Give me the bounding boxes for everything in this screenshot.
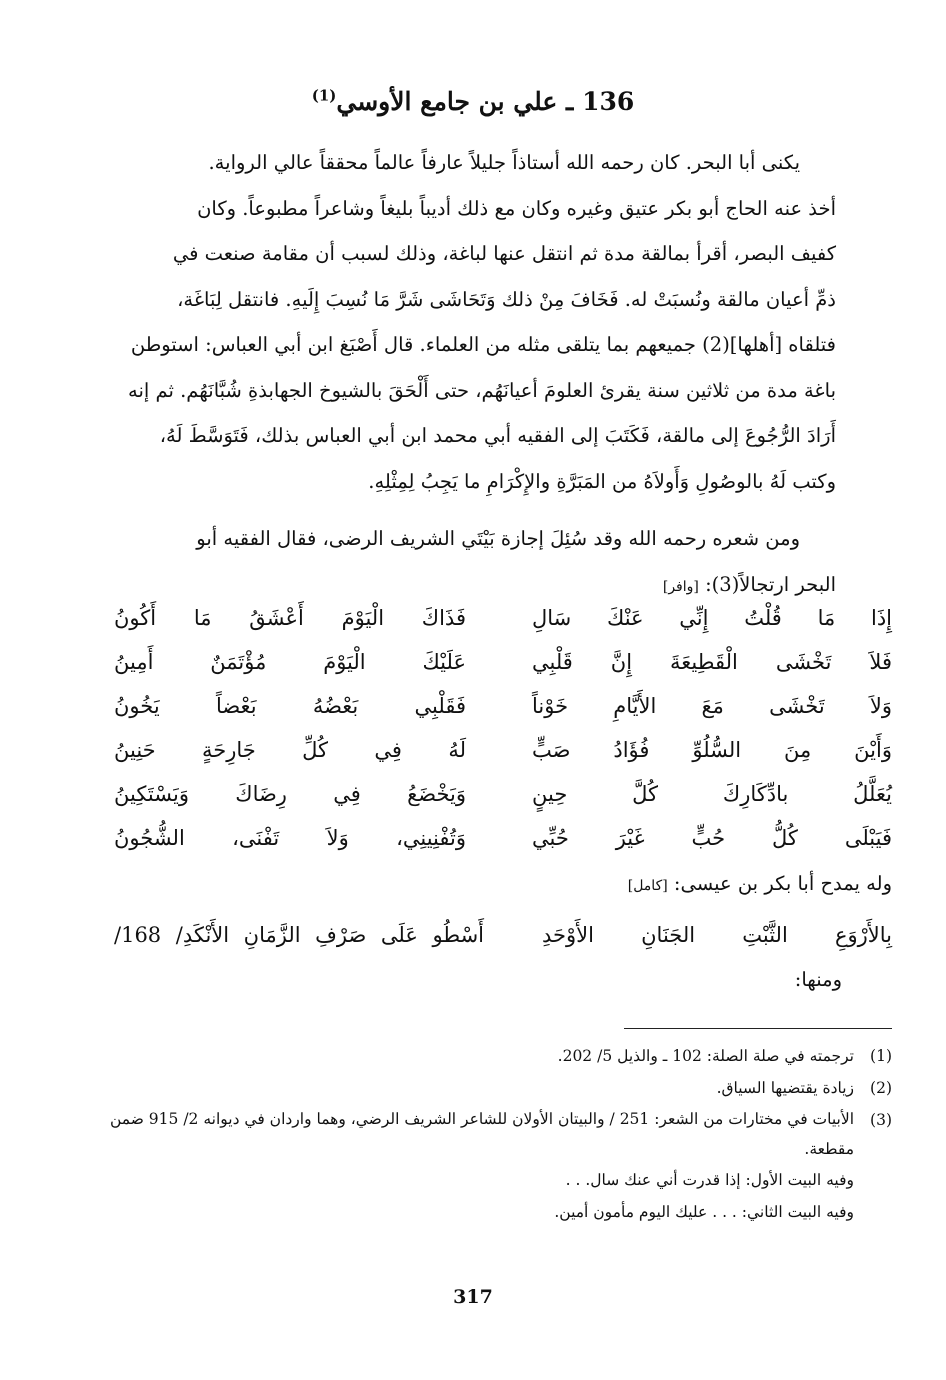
text-line: باغة مدة من ثلاثين سنة يقرئ العلومَ أعيانَهُم، حتى أَلْحَقَ بالشيوخ الجهابذةِ شُبَّانَهُم. ثم إنه [128, 378, 836, 402]
hemistich-first: إِذَا مَا قُلْتُ إِنِّي عَنْكَ سَالِ [532, 606, 892, 630]
entry-number: 136 [582, 87, 635, 116]
hemistich-first: وَلاَ تَخْشَى مَعَ الأَيَّامِ خَوْناً [532, 694, 892, 718]
footnote-text: الأبيات في مختارات من الشعر: 251 / والبيتان الأولان للشاعر الشريف الرضي، وهما واردان في ديوانه 2/ 915 ضمن مقطعة. [109, 1110, 854, 1158]
hemistich-second: وَتُفْنِينِي، وَلاَ تَفْنَى، الشُّجُونُ [114, 826, 466, 850]
text-line: أَرَادَ الرُّجُوعَ إلى مالقة، فَكَتَبَ إلى الفقيه أبي محمد ابن أبي العباس بذلك، فَتَوَسَّطَ لَهُ، [159, 424, 836, 447]
footnote [104, 1072, 892, 1104]
footnote-number: (3) [870, 1111, 892, 1129]
text-line: ومن شعره رحمه الله وقد سُئِلَ إجازة بَيْتَي الشريف الرضى، فقال الفقيه أبو [196, 527, 800, 550]
title-footnote-ref: (1) [311, 86, 337, 105]
meter-label: [وافر] [662, 578, 699, 595]
entry-name: علي بن جامع الأوسي [336, 87, 558, 116]
footnote-number: (2) [870, 1079, 892, 1097]
verse [114, 684, 892, 728]
text-line: يكنى أبا البحر. كان رحمه الله أستاذاً جليلاً عارفاً عالماً محققاً عالي الرواية. [208, 151, 800, 174]
hemistich-first: وَأَيْنَ مِنَ السُّلُوِّ فُؤَادُ صَبٍّ [532, 738, 892, 762]
footnotes [104, 1040, 892, 1228]
hemistich-first: فَيَبْلَى كُلُّ حُبٍّ غَيْرَ حُبِّي [532, 826, 892, 850]
verse [114, 772, 892, 816]
hemistich-second: عَلَيْكَ الْيَوْمَ مُؤْتَمَنٌ أَمِينُ [114, 650, 466, 674]
hemistich-first: بِالأَرْوَعِ الثَّبْتِ الجَنَانِ الأَوْحَدِ [542, 923, 892, 947]
text-fragment: البحر ارتجالاً(3): [705, 572, 836, 596]
poem-block [114, 596, 892, 860]
intro-text: وله يمدح أبا بكر بن عيسى: [673, 872, 892, 895]
footnote-subline: وفيه البيت الأول: إذا قدرت أني عنك سال. . . [565, 1171, 854, 1189]
text-line: ذمِّ أعيان مالقة ونُسبَتْ له. فَخَافَ مِنْ ذلك وَتَحَاشَى شَرَّ مَا نُسِبَ إِلَيهِ. فانتقل لِبَاغَة، [177, 287, 836, 311]
biography-paragraph [114, 140, 836, 504]
hemistich-second: وَيَخْضَعُ فِي رِضَاكَ وَيَسْتَكِينُ [114, 782, 466, 806]
entry-title: 136 ـ علي بن جامع الأوسي$^{(1)}$ [311, 86, 635, 116]
page-number: 317 [453, 1286, 493, 1308]
continuation-label: ومنها: [794, 968, 842, 991]
hemistich-second: فَقَلْبِي بَعْضُهُ بَعْضاً يَخُونُ [114, 694, 466, 718]
footnote [104, 1104, 892, 1164]
hemistich-second: لَهُ فِي كُلِّ جَارِحَةٍ حَنِينُ [114, 738, 466, 762]
text-line: وكتب لَهُ بالوصُولِ وَأَولاَهُ من المَبَرَّةِ والإِكْرَامِ ما يَجِبُ لِمِثْلِهِ. [368, 469, 836, 493]
text-line: أخذ عنه الحاج أبو بكر عتيق وغيره وكان مع ذلك أديباً بليغاً وشاعراً مطبوعاً. وكان [197, 196, 836, 220]
footnote-text: ترجمته في صلة الصلة: 102 ـ والذيل 5/ 202. [557, 1047, 854, 1065]
verse [114, 640, 892, 684]
second-poem-intro [628, 864, 892, 906]
footnote [104, 1040, 892, 1072]
hemistich-first: يُعَلَّلُ بادِّكَارِكَ كُلَّ حِينٍ [532, 782, 892, 806]
meter-label: [كامل] [627, 878, 668, 894]
verse [114, 728, 892, 772]
verse [114, 913, 892, 957]
footnote-divider [624, 1028, 892, 1029]
footnote-number: (1) [870, 1047, 892, 1065]
footnote-text: زيادة يقتضيها السياق. [716, 1079, 854, 1097]
verse [114, 596, 892, 640]
footnote-subline: وفيه البيت الثاني: . . . عليك اليوم مأمون أمين. [554, 1203, 854, 1221]
hemistich-second: فَذَاكَ الْيَوْمَ أَعْشَقُ مَا أَكُونُ [114, 606, 466, 630]
text-line: فتلقاه [أهلها](2) جميعهم بما يتلقى مثله من العلماء. قال أَصْبَغ ابن أبي العباس: استوطن [130, 333, 836, 356]
poem-verse-single [114, 913, 892, 957]
text-line: كفيف البصر، أقرأ بمالقة مدة ثم انتقل عنها لباغة، وذلك لسبب أن مقامة صنعت في [172, 242, 836, 265]
hemistich-second: أَسْطُو عَلَى صَرْفِ الزَّمَانِ الأَنْكَدِ/ 168/ [114, 923, 484, 947]
verse [114, 816, 892, 860]
hemistich-first: فَلاَ تَخْشَى الْقَطِيعَةَ إِنَّ قَلْبِي [532, 650, 892, 674]
